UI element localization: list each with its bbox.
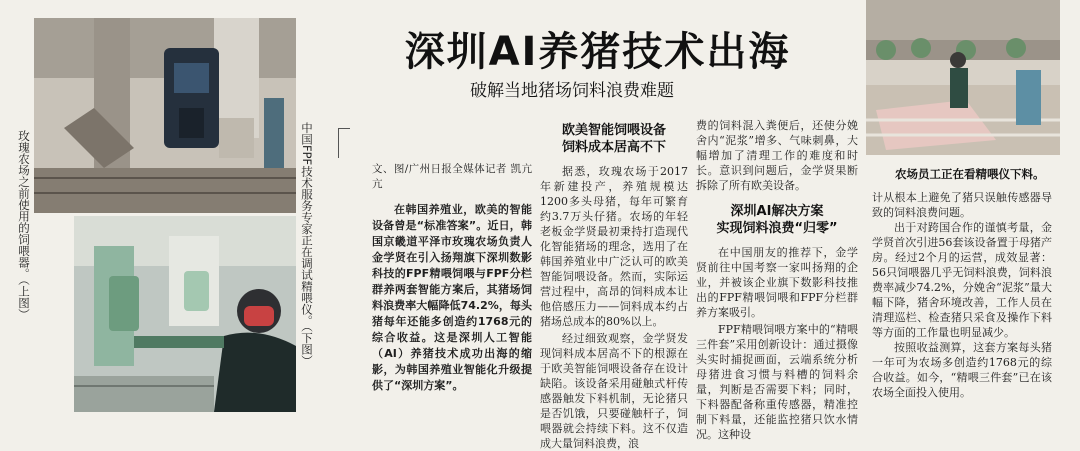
col4-paragraph-2: 出于对跨国合作的谨慎考量，金学贤首次引进56套该设备置于母猪产房。经过2个月的运营，成效显著：56只饲喂器几乎无饲料浪费，饲料浪费率减少74.2%，分娩舍“泥浆”量大幅下降，猪舍环境改善，工作人员在清理巡栏、检查猪只采食及操作下料等方面的工作量也明显减少。	[872, 221, 1052, 339]
column-lead	[372, 162, 532, 394]
byline: 文、图/广州日报全媒体记者 凯亢亢	[372, 163, 532, 190]
section1-heading-line1: 欧美智能饲喂设备	[561, 123, 666, 138]
technician-illustration	[74, 216, 296, 412]
column-section1	[540, 122, 688, 451]
lead-paragraph: 在韩国养殖业，欧美的智能设备曾是“标准答案”。近日，韩国京畿道平泽市玫瑰农场负责人金学贤在引入扬翔旗下深圳数影科技的FPF精喂饲喂与FPF分栏群养两套智能方案后，其猪场饲料浪费率大幅降低74.2%，每头猪每年还能多创造约1768元的综合收益。这是深圳人工智能（AI）养猪技术成功出海的缩影，为韩国养殖业智能化升级提供了“深圳方案”。	[372, 203, 532, 392]
col4-paragraph-1: 计从根本上避免了猪只误触传感器导致的饲料浪费问题。	[872, 191, 1052, 219]
column-final	[872, 190, 1052, 400]
col4-paragraph-3: 按照收益测算，这套方案每头猪一年可为农场多创造约1768元的综合收益。如今，“精喂三件套”已在该农场全面投入使用。	[872, 341, 1052, 399]
section2-paragraph-1: 在中国朋友的推荐下，金学贤前往中国考察一家叫扬翔的企业，并被该企业旗下数影科技推出的FPF精喂饲喂和FPF分栏群养方案吸引。	[696, 246, 858, 319]
section1-continuation: 费的饲料混入粪便后，还使分娩舍内“泥浆”增多、气味刺鼻，大幅增加了清理工作的难度和时长。意识到问题后，金学贤果断拆除了所有欧美设备。	[696, 119, 858, 192]
section2-heading-line1: 深圳AI解决方案	[730, 204, 824, 219]
headline: 深圳AI养猪技术出海	[404, 29, 791, 75]
caption-technician: 中国FPF技术服务专家正在调试精喂仪。（下图）	[300, 122, 314, 367]
section1-heading-line2: 饲料成本居高不下	[561, 140, 666, 155]
photo-old-feeder	[34, 18, 296, 213]
photo-worker	[866, 0, 1060, 155]
section1-paragraph-2: 经过细致观察，金学贤发现饲料成本居高不下的根源在于欧美智能饲喂设备存在设计缺陷。该设备采用碰触式杆传感器触发下料机制，无论猪只是否饥饿，只要碰触杆子，饲喂器就会持续下料。这不仅造成大量饲料浪费，浪	[540, 332, 688, 450]
photo-technician	[74, 216, 296, 412]
old-feeder-illustration	[34, 18, 296, 213]
byline-bracket-top	[338, 128, 350, 129]
subheadline: 破解当地猪场饲料浪费难题	[470, 81, 674, 101]
section1-paragraph-1: 据悉，玫瑰农场于2017年新建投产，养殖规模达1200多头母猪，每年可繁育约3.7万头仔猪。农场的年轻老板金学贤最初秉持打造现代化智能猪场的理念，选用了在韩国养殖业中广泛认可的欧美智能饲喂设备。然而，实际运营过程中，高昂的饲料成本让他倍感压力——饲料成本约占猪场总成本的80%以上。	[540, 165, 688, 328]
column-section2	[696, 118, 858, 442]
byline-bracket	[338, 128, 339, 158]
section2-paragraph-2: FPF精喂饲喂方案中的“精喂三件套”采用创新设计：通过摄像头实时捕捉画面，云端系统分析母猪进食习惯与料槽的饲料余量，判断是否需要下料；同时，下料器配备称重传感器，精准控制下料量，还能监控猪只饮水情况。这种设	[696, 323, 858, 441]
section2-heading-line2: 实现饲料浪费“归零”	[716, 221, 838, 236]
caption-worker: 农场员工正在看精喂仪下料。	[895, 167, 1045, 181]
caption-old-feeder: 玫瑰农场之前使用的饲喂器。（上图）	[17, 130, 31, 320]
worker-illustration	[866, 0, 1060, 155]
